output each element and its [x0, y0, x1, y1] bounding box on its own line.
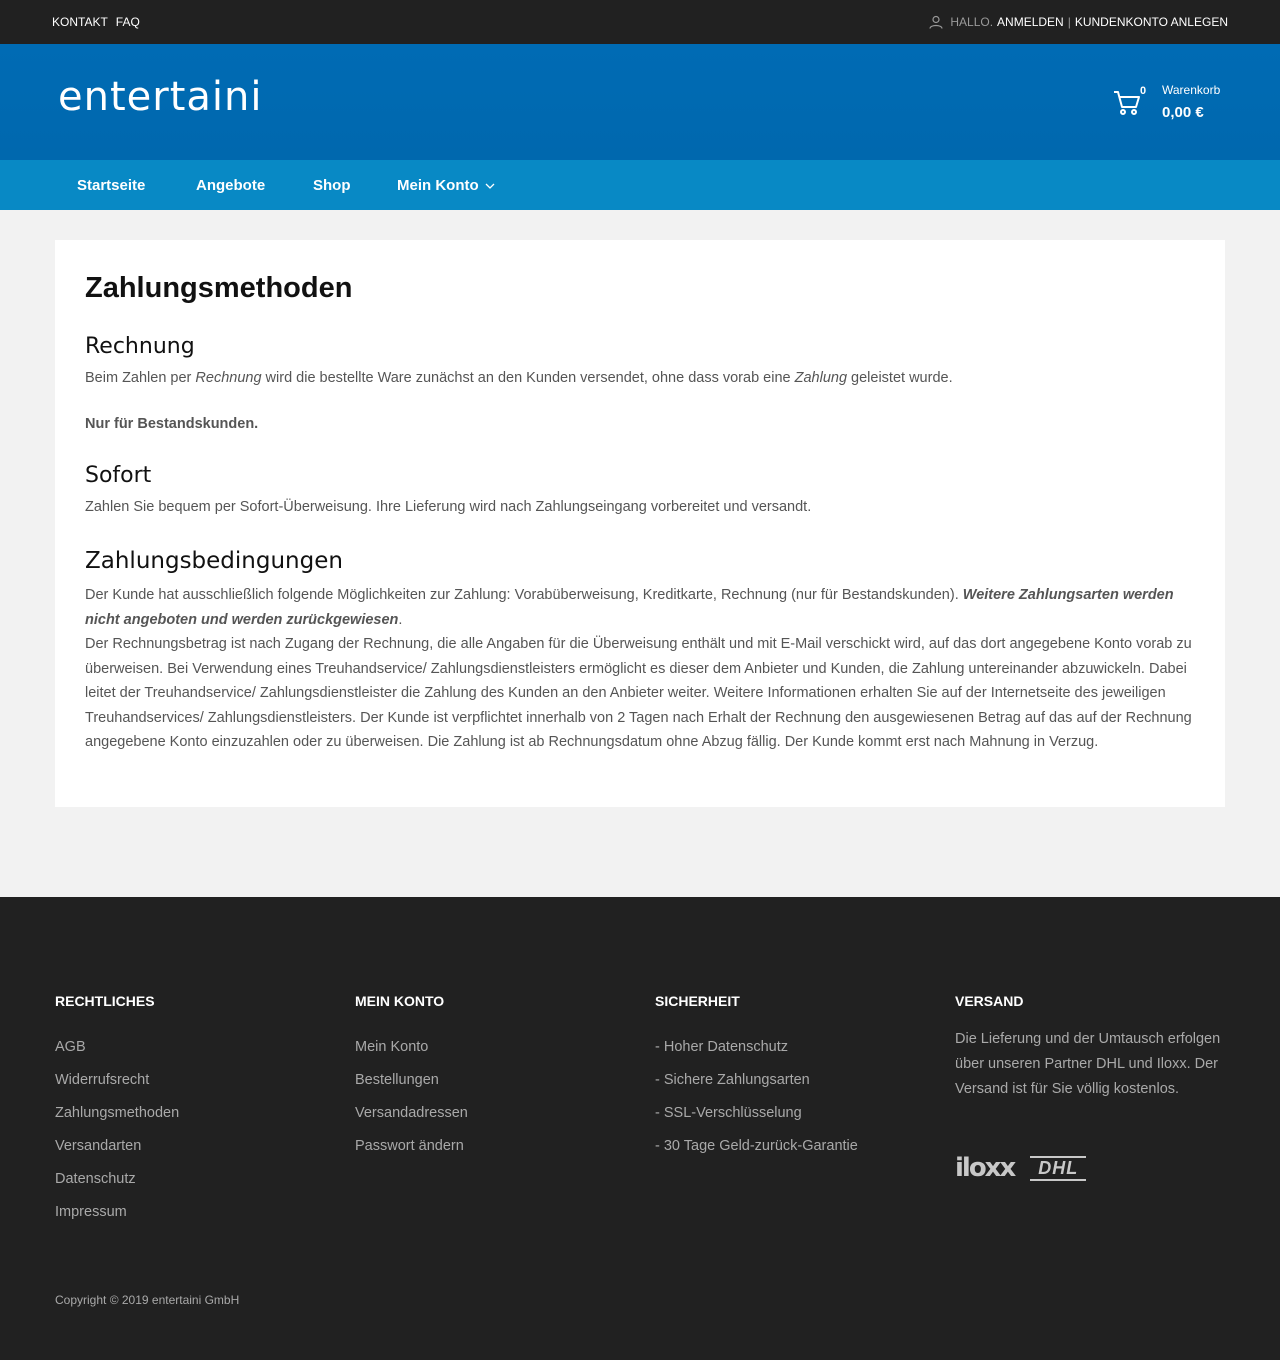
- footer-feature: - 30 Tage Geld-zurück-Garantie: [655, 1138, 858, 1154]
- top-links: [52, 15, 140, 29]
- top-bar: [0, 0, 1280, 44]
- footer-feature: - SSL-Verschlüsselung: [655, 1105, 802, 1121]
- footer-heading: RECHTLICHES: [55, 993, 155, 1009]
- section-title-rechnung: Rechnung: [85, 334, 195, 359]
- footer-link-widerrufsrecht[interactable]: Widerrufsrecht: [55, 1072, 150, 1088]
- cart-count: 0: [1140, 85, 1147, 97]
- footer-link-impressum[interactable]: Impressum: [55, 1204, 127, 1220]
- cart-widget[interactable]: [1112, 82, 1232, 132]
- footer-col-versand: [955, 993, 1235, 1102]
- separator: |: [1067, 15, 1071, 29]
- cart-total: 0,00 €: [1162, 104, 1204, 121]
- nav-item-shop[interactable]: Shop: [313, 177, 351, 194]
- page-title: Zahlungsmethoden: [85, 272, 353, 304]
- section-text-rechnung: Beim Zahlen per Rechnung wird die bestellte Ware zunächst an den Kunden versendet, ohne dass vorab eine Zahlung geleistet wurde.: [85, 370, 953, 386]
- main-nav: [0, 160, 1280, 210]
- footer-feature: - Hoher Datenschutz: [655, 1039, 788, 1055]
- footer-link-mein-konto[interactable]: Mein Konto: [355, 1039, 429, 1055]
- login-link[interactable]: ANMELDEN: [997, 15, 1064, 29]
- footer-link-versandarten[interactable]: Versandarten: [55, 1138, 142, 1154]
- footer-link-versandadressen[interactable]: Versandadressen: [355, 1105, 468, 1121]
- footer-link-bestellungen[interactable]: Bestellungen: [355, 1072, 439, 1088]
- site-footer: [0, 897, 1280, 1358]
- footer-link-datenschutz[interactable]: Datenschutz: [55, 1171, 136, 1187]
- site-logo[interactable]: entertaini: [58, 74, 263, 120]
- footer-col-mein-konto: [355, 993, 635, 1163]
- footer-link-zahlungsmethoden[interactable]: Zahlungsmethoden: [55, 1105, 180, 1121]
- chevron-down-icon: [485, 182, 495, 190]
- user-icon: [929, 15, 943, 29]
- contact-link[interactable]: KONTAKT: [52, 15, 108, 29]
- content-card: [55, 240, 1225, 807]
- register-link[interactable]: KUNDENKONTO ANLEGEN: [1074, 15, 1228, 29]
- footer-heading: MEIN KONTO: [355, 993, 445, 1009]
- cart-icon: [1112, 88, 1142, 118]
- site-header: [0, 44, 1280, 160]
- iloxx-logo: iloxx: [955, 1153, 1015, 1183]
- nav-item-label: Mein Konto: [397, 177, 479, 194]
- nav-item-angebote[interactable]: Angebote: [196, 177, 266, 194]
- faq-link[interactable]: FAQ: [115, 15, 140, 29]
- footer-versand-text: Die Lieferung und der Umtausch erfolgen über unseren Partner DHL und Iloxx. Der Versand ist für Sie völlig kostenlos.: [955, 1031, 1221, 1097]
- section-text-zahlungsbedingungen: Der Kunde hat ausschließlich folgende Möglichkeiten zur Zahlung: Vorabüberweisung, Kreditkarte, Rechnung (nur für Bestandskunden). Weitere Zahlungsarten werden nicht angeboten und werden zurückgewiesen. Der Rechnungsbetrag ist nach Zugang der Rechnung, die alle Angaben für die Überweisung enthält und mit E-Mail verschickt wird, auf das dort angegebene Konto vorab zu überweisen. Bei Verwendung eines Treuhandservice/ Zahlungsdienstleisters ermöglicht es dieser dem Anbieter und Kunden, die Zahlung untereinander abzuwickeln. Dabei leitet der Treuhandservice/ Zahlungsdienstleister die Zahlung des Kunden an den Anbieter weiter. Weitere Informationen erhalten Sie auf der Internetseite des jeweiligen Treuhandservices/ Zahlungsdienstleisters. Der Kunde ist verpflichtet innerhalb von 2 Tagen nach Erhalt der Rechnung den ausgewiesenen Betrag auf das auf der Rechnung angegebene Konto einzuzahlen oder zu überweisen. Die Zahlung ist ab Rechnungsdatum ohne Abzug fällig. Der Kunde kommt erst nach Mahnung in Verzug.: [85, 587, 1192, 750]
- footer-feature: - Sichere Zahlungsarten: [655, 1072, 810, 1088]
- footer-heading: SICHERHEIT: [655, 993, 740, 1009]
- dhl-logo: DHL: [1030, 1156, 1086, 1181]
- footer-link-passwort-aendern[interactable]: Passwort ändern: [355, 1138, 464, 1154]
- footer-heading: VERSAND: [955, 993, 1024, 1009]
- shipping-logos: [955, 1153, 1086, 1183]
- greeting-text: HALLO.: [950, 15, 994, 29]
- section-title-zahlungsbedingungen: Zahlungsbedingungen: [85, 548, 343, 574]
- cart-label: Warenkorb: [1162, 83, 1221, 97]
- copyright-text: Copyright © 2019 entertaini GmbH: [55, 1293, 240, 1307]
- section-text-sofort: Zahlen Sie bequem per Sofort-Überweisung. Ihre Lieferung wird nach Zahlungseingang vorbereitet und versandt.: [85, 499, 812, 515]
- footer-link-agb[interactable]: AGB: [55, 1039, 86, 1055]
- nav-item-mein-konto[interactable]: [397, 177, 495, 194]
- footer-col-rechtliches: [55, 993, 335, 1229]
- footer-col-sicherheit: [655, 993, 935, 1163]
- section-note-rechnung: Nur für Bestandskunden.: [85, 416, 259, 432]
- section-title-sofort: Sofort: [85, 463, 152, 488]
- account-links: [929, 15, 1228, 29]
- nav-item-startseite[interactable]: Startseite: [77, 177, 146, 194]
